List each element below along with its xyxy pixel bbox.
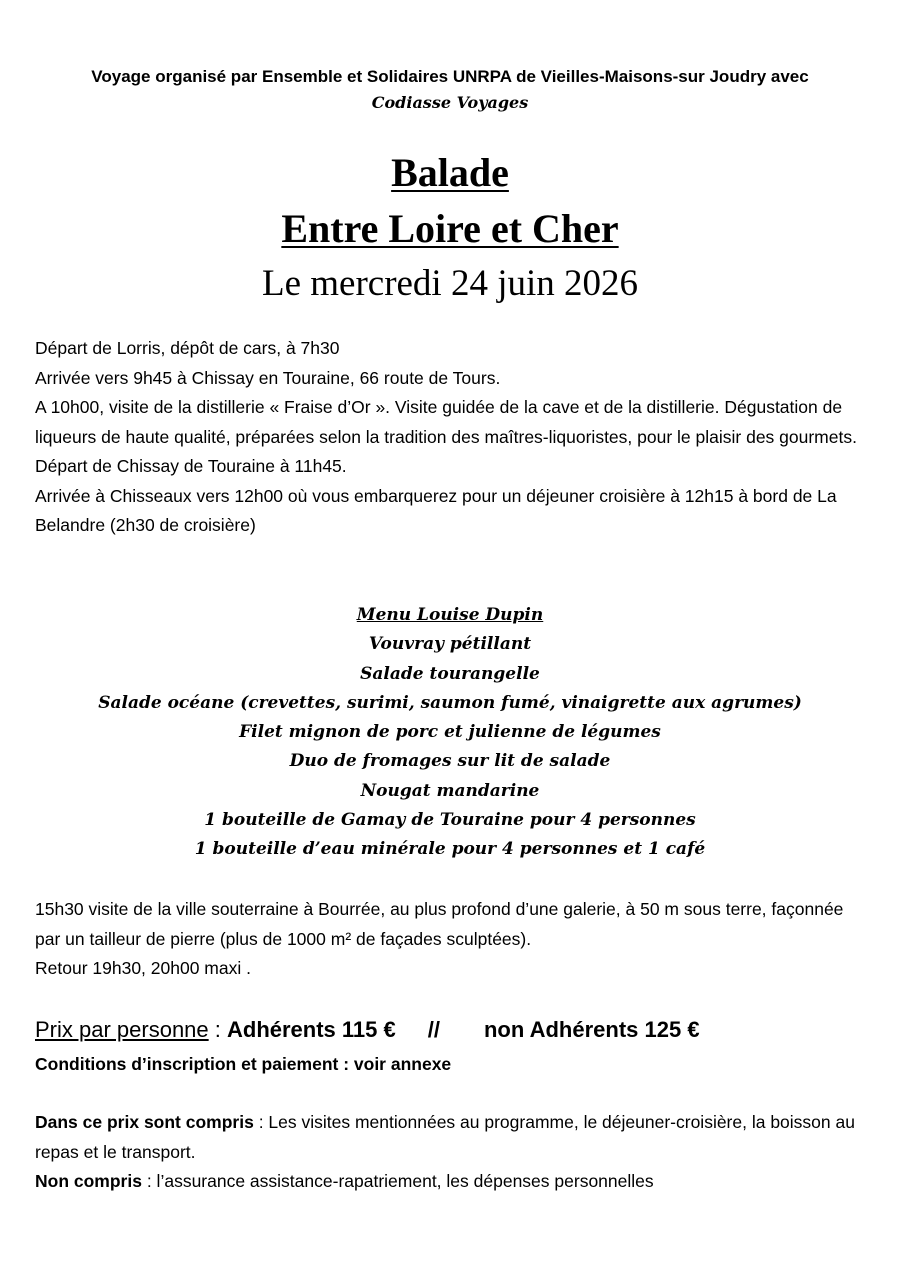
price-line [35,1014,865,1046]
title-block [0,145,900,311]
menu-section [0,601,900,865]
member-price: Adhérents 115 € [227,1017,396,1042]
title-line-1: Balade [391,150,509,195]
menu-item: Salade tourangelle [360,663,540,684]
price-colon: : [208,1017,227,1042]
agency-name: Codiasse Voyages [371,93,529,112]
included-text: : Les visites mentionnées au programme, le déjeuner-croisière, la boisson au repas et le transport. [35,1112,855,1162]
excluded-text: : l’assurance assistance-rapatriement, les dépenses personnelles [141,1171,654,1191]
included-label: Dans ce prix sont compris [35,1112,254,1132]
menu-item: Duo de fromages sur lit de salade [289,751,611,772]
program-line: A 10h00, visite de la distillerie « Fraise d’Or ». Visite guidée de la cave et de la distillerie. Dégustation de liqueurs de haute qualité, préparées selon la tradition des maîtres-liquoristes, pour le plaisir des gourmets. [35,397,857,447]
excluded-label: Non compris [35,1171,142,1191]
menu-item: 1 bouteille de Gamay de Touraine pour 4 personnes [204,810,696,831]
program-line: Arrivée à Chisseaux vers 12h00 où vous embarquerez pour un déjeuner croisière à 12h15 à bord de La Belandre (2h30 de croisière) [35,485,837,535]
conditions-line: Conditions d’inscription et paiement : voir annexe [35,1054,452,1074]
afternoon-line: 15h30 visite de la ville souterraine à Bourrée, au plus profond d’une galerie, à 50 m sous terre, façonnée par un tailleur de pierre (plus de 1000 m² de façades sculptées). [35,899,844,949]
afternoon-line: Retour 19h30, 20h00 maxi . [35,958,251,978]
program-line: Arrivée vers 9h45 à Chissay en Touraine, 66 route de Tours. [35,367,501,388]
afternoon-section [35,895,865,984]
menu-item: Vouvray pétillant [368,634,532,655]
program-line: Départ de Lorris, dépôt de cars, à 7h30 [35,338,340,358]
menu-title: Menu Louise Dupin [356,605,544,625]
title-line-2: Entre Loire et Cher [281,206,619,251]
non-member-price: non Adhérents 125 € [483,1017,700,1042]
included-line [35,1108,865,1167]
menu-item: Filet mignon de porc et julienne de légumes [239,722,661,743]
price-label: Prix par personne [35,1017,209,1042]
document-header [0,64,900,116]
menu-item: Nougat mandarine [360,780,540,801]
menu-item: Salade océane (crevettes, surimi, saumon fumé, vinaigrette aux agrumes) [98,692,802,713]
organizer-line: Voyage organisé par Ensemble et Solidaires UNRPA de Vieilles-Maisons-sur Joudry avec [91,67,809,86]
event-date: Le mercredi 24 juin 2026 [261,263,639,304]
program-section [35,334,865,541]
price-divider: // [427,1017,440,1042]
menu-item: 1 bouteille d’eau minérale pour 4 personnes et 1 café [194,839,706,860]
program-line: Départ de Chissay de Touraine à 11h45. [35,456,347,476]
excluded-line [35,1167,865,1197]
included-section [35,1108,865,1197]
